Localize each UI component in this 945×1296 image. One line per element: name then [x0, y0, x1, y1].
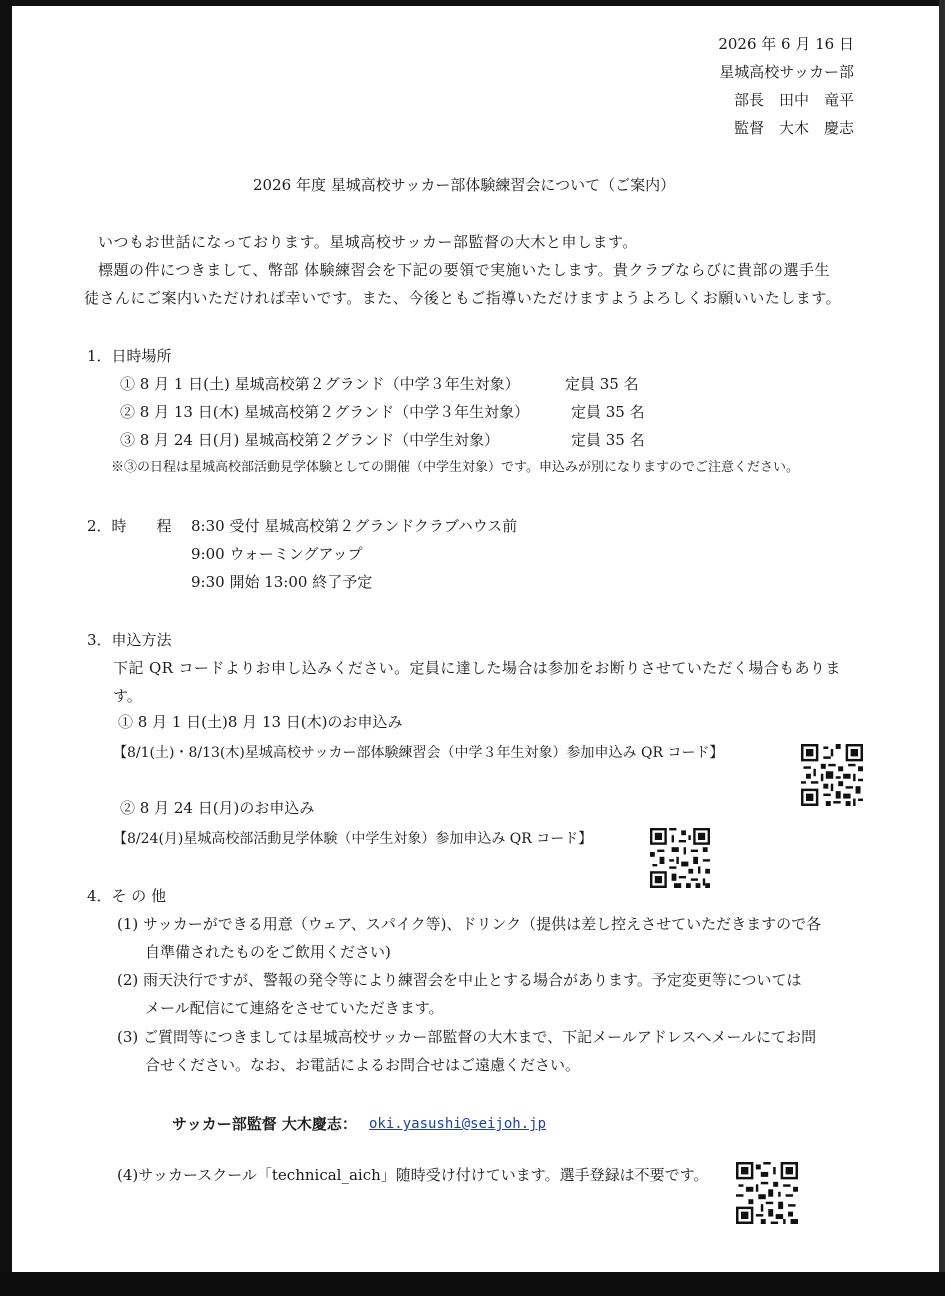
section-2-heading: 2．時 程: [87, 517, 172, 535]
contact-label: サッカー部監督 大木慶志：: [172, 1115, 357, 1133]
qr-code-icon: [736, 1162, 798, 1224]
schedule-row-3: ③ 8 月 24 日(月) 星城高校第２グランド（中学生対象）: [120, 431, 500, 449]
application-description-cont: す。: [113, 687, 142, 705]
qr-code-3[interactable]: [736, 1162, 798, 1224]
timetable-line-2: 9:00 ウォーミングアップ: [191, 545, 363, 563]
application-description: 下記 QR コードよりお申し込みください。定員に達した場合は参加をお断りさせていただく場合もありま: [113, 659, 841, 677]
screen-frame-right: [939, 0, 945, 1296]
section-1-heading: 1．日時場所: [87, 347, 172, 365]
qr-label-2: 【8/24(月)星城高校部活動見学体験（中学生対象）参加申込み QR コード】: [113, 831, 593, 847]
sender-coach: 監督 大木 慶志: [733, 119, 854, 137]
other-item-1: (1) サッカーができる用意（ウェア、スパイク等)、ドリンク（提供は差し控えさせていただきますので各: [117, 915, 822, 933]
sender-manager: 部長 田中 竜平: [733, 91, 854, 109]
application-item-1: ① 8 月 1 日(土)8 月 13 日(木)のお申込み: [118, 713, 403, 731]
qr-code-icon: [650, 828, 710, 888]
other-item-4: (4)サッカースクール「technical_aich」随時受け付けています。選手登録は不要です。: [117, 1166, 709, 1184]
other-item-2: (2) 雨天決行ですが、警報の発令等により練習会を中止とする場合があります。予定変更等については: [117, 971, 802, 989]
schedule-row-2: ② 8 月 13 日(木) 星城高校第２グランド（中学３年生対象）: [120, 403, 530, 421]
other-item-1-cont: 自準備されたものをご飲用ください): [145, 943, 391, 961]
contact-email-link[interactable]: oki.yasushi@seijoh.jp: [369, 1116, 547, 1132]
section-3-heading: 3．申込方法: [87, 631, 172, 649]
timetable-line-3: 9:30 開始 13:00 終了予定: [191, 573, 373, 591]
screen-frame-bottom: [0, 1272, 945, 1296]
schedule-row-1-capacity: 定員 35 名: [565, 375, 639, 393]
screen-frame-left: [0, 0, 12, 1296]
qr-code-1[interactable]: [801, 744, 863, 806]
schedule-note: ※③の日程は星城高校部活動見学体験としての開催（中学生対象）です。申込みが別になりますのでご注意ください。: [111, 460, 799, 475]
intro-line-1: いつもお世話になっております。星城高校サッカー部監督の大木と申します。: [98, 233, 638, 251]
schedule-row-2-capacity: 定員 35 名: [571, 403, 645, 421]
schedule-row-1: ① 8 月 1 日(土) 星城高校第２グランド（中学３年生対象）: [120, 375, 520, 393]
document-title: 2026 年度 星城高校サッカー部体験練習会について（ご案内）: [253, 176, 676, 194]
schedule-row-3-capacity: 定員 35 名: [571, 431, 645, 449]
qr-code-2[interactable]: [650, 828, 710, 888]
qr-code-icon: [801, 744, 863, 806]
document-date: 2026 年 6 月 16 日: [718, 35, 854, 53]
intro-line-2: 標題の件につきまして、幣部 体験練習会を下記の要領で実施いたします。貴クラブならびに貴部の選手生: [98, 261, 830, 279]
other-item-3: (3) ご質問等につきましては星城高校サッカー部監督の大木まで、下記メールアドレスへメールにてお問: [117, 1028, 817, 1046]
screen-frame-top: [0, 0, 945, 6]
timetable-line-1: 8:30 受付 星城高校第２グランドクラブハウス前: [191, 517, 518, 535]
intro-line-3: 徒さんにご案内いただければ幸いです。また、今後ともご指導いただけますようよろしくお願いいたします。: [84, 289, 842, 307]
sender-organization: 星城高校サッカー部: [719, 63, 854, 81]
application-item-2: ② 8 月 24 日(月)のお申込み: [120, 799, 315, 817]
other-item-2-cont: メール配信にて連絡をさせていただきます。: [145, 999, 444, 1017]
other-item-3-cont: 合せください。なお、お電話によるお問合せはご遠慮ください。: [145, 1056, 581, 1074]
qr-label-1: 【8/1(土)・8/13(木)星城高校サッカー部体験練習会（中学３年生対象）参加申込み QR コード】: [113, 745, 724, 761]
section-4-heading: 4．そ の 他: [87, 887, 167, 905]
